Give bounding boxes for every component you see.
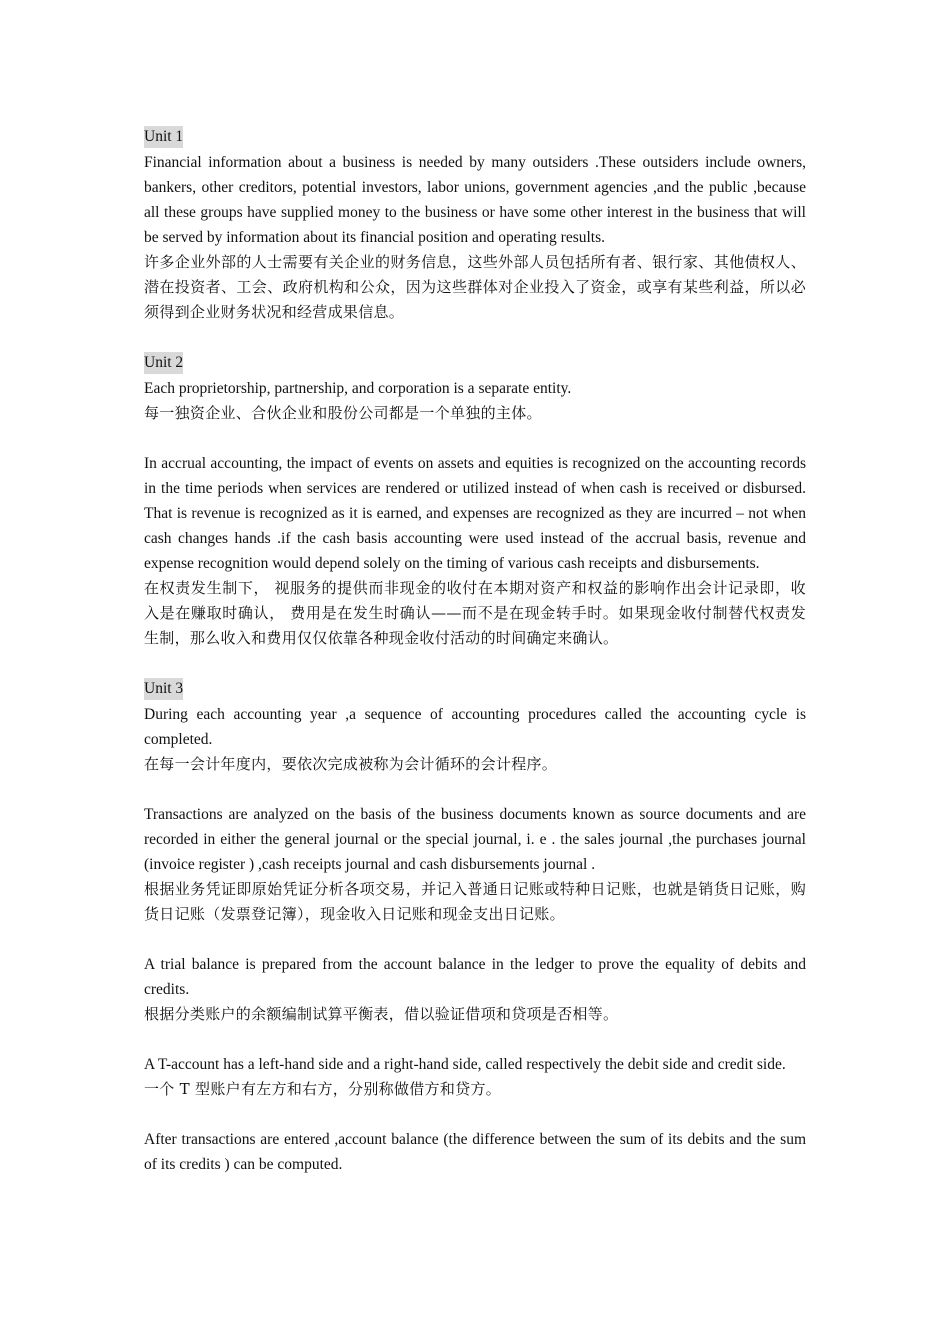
unit-3-section: [144, 676, 806, 1177]
unit-3-paragraph-3-english: A trial balance is prepared from the account balance in the ledger to prove the equality of debits and credits.: [144, 956, 806, 998]
spacer: [144, 1102, 806, 1127]
unit-1-paragraph-1-chinese: 许多企业外部的人士需要有关企业的财务信息，这些外部人员包括所有者、银行家、其他债权人、潜在投资者、工会、政府机构和公众，因为这些群体对企业投入了资金，或享有某些利益，所以必须得到企业财务状况和经营成果信息。: [144, 253, 806, 321]
unit-3-heading: Unit 3: [144, 678, 183, 700]
unit-2-section: [144, 350, 806, 651]
unit-1-section: [144, 124, 806, 325]
spacer: [144, 651, 806, 676]
unit-3-paragraph-4-chinese: 一个 T 型账户有左方和右方，分别称做借方和贷方。: [144, 1080, 502, 1098]
unit-2-heading: Unit 2: [144, 352, 183, 374]
spacer: [144, 426, 806, 451]
unit-2-paragraph-1-english: Each proprietorship, partnership, and corporation is a separate entity.: [144, 380, 572, 397]
unit-2-paragraph-1-chinese: 每一独资企业、合伙企业和股份公司都是一个单独的主体。: [144, 404, 542, 422]
unit-2-paragraph-2-english: In accrual accounting, the impact of events on assets and equities is recognized on the accounting records in the time periods when services are rendered or utilized instead of when cash is received or disbursed. That is revenue is recognized as it is earned, and expenses are recognized as they are incurred – not when cash changes hands .if the cash basis accounting were used instead of the accrual basis, revenue and expense recognition would depend solely on the timing of various cash receipts and disbursements.: [144, 455, 806, 572]
spacer: [144, 325, 806, 350]
unit-3-paragraph-5-english: After transactions are entered ,account balance (the difference between the sum of its debits and the sum of its credits ) can be computed.: [144, 1131, 806, 1173]
unit-2-paragraph-2-chinese: 在权责发生制下， 视服务的提供而非现金的收付在本期对资产和权益的影响作出会计记录即，收入是在赚取时确认， 费用是在发生时确认——而不是在现金转手时。如果现金收付制替代权责发生制，那么收入和费用仅仅依靠各种现金收付活动的时间确定来确认。: [144, 579, 806, 647]
unit-3-paragraph-4-english: A T-account has a left-hand side and a right-hand side, called respectively the debit side and credit side.: [144, 1056, 786, 1073]
unit-3-paragraph-3-chinese: 根据分类账户的余额编制试算平衡表，借以验证借项和贷项是否相等。: [144, 1005, 619, 1023]
spacer: [144, 927, 806, 952]
spacer: [144, 777, 806, 802]
document-page: [144, 124, 806, 1177]
unit-1-paragraph-1-english: Financial information about a business is needed by many outsiders .These outsiders include owners, bankers, other creditors, potential investors, labor unions, government agencies ,and the public ,because all these groups have supplied money to the business or have some other interest in the business that will be served by information about its financial position and operating results.: [144, 154, 806, 246]
unit-3-paragraph-2-english: Transactions are analyzed on the basis of the business documents known as source documents and are recorded in either the general journal or the special journal, i. e . the sales journal ,the purchases journal (invoice register ) ,cash receipts journal and cash disbursements journal .: [144, 806, 806, 873]
unit-3-paragraph-1-english: During each accounting year ,a sequence of accounting procedures called the accounting cycle is completed.: [144, 706, 806, 748]
unit-1-heading: Unit 1: [144, 126, 183, 148]
unit-3-paragraph-1-chinese: 在每一会计年度内，要依次完成被称为会计循环的会计程序。: [144, 755, 558, 773]
unit-3-paragraph-2-chinese: 根据业务凭证即原始凭证分析各项交易，并记入普通日记账或特种日记账，也就是销货日记账，购货日记账（发票登记簿），现金收入日记账和现金支出日记账。: [144, 880, 806, 923]
spacer: [144, 1027, 806, 1052]
